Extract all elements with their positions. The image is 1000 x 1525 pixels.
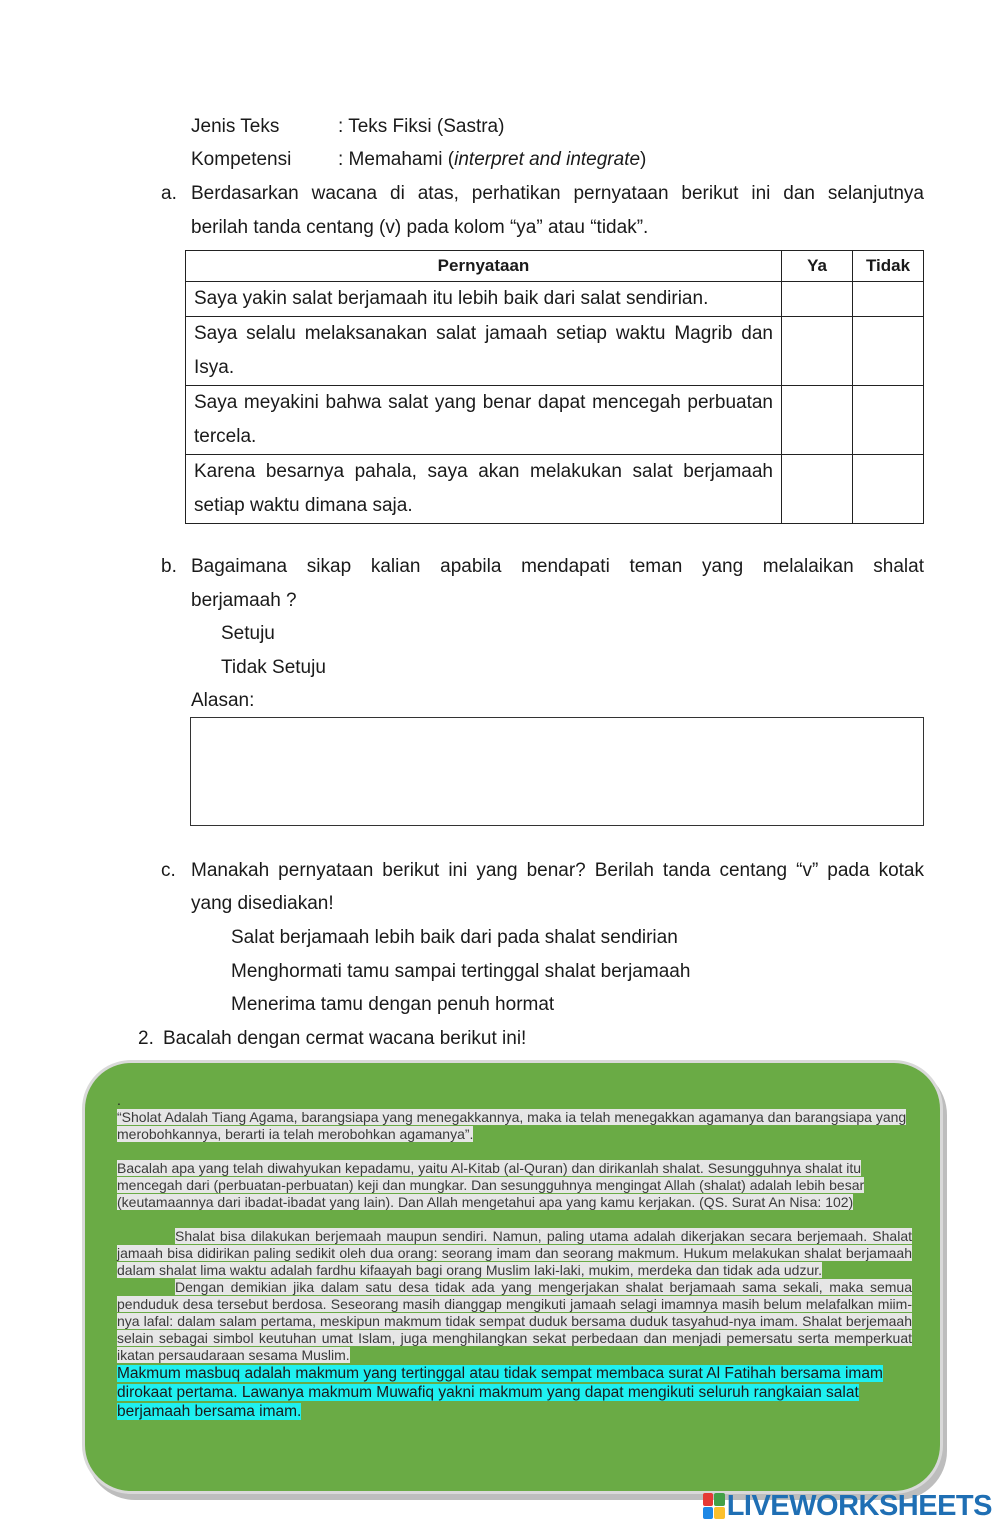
- question-2-marker: 2.: [138, 1028, 154, 1049]
- header-pernyataan: Pernyataan: [186, 251, 782, 282]
- header-ya: Ya: [782, 251, 853, 282]
- option-c-2[interactable]: Menghormati tamu sampai tertinggal shalat berjamaah: [231, 961, 691, 982]
- reason-label: Alasan:: [191, 690, 255, 711]
- liveworksheets-mark-icon: [703, 1493, 725, 1519]
- question-b-marker: b.: [161, 556, 177, 577]
- ya-checkbox-3[interactable]: [782, 386, 853, 455]
- tidak-checkbox-1[interactable]: [853, 282, 924, 317]
- question-2-text: Bacalah dengan cermat wacana berikut ini!: [163, 1028, 527, 1049]
- tidak-checkbox-3[interactable]: [853, 386, 924, 455]
- statement-table: [185, 250, 924, 524]
- question-a-marker: a.: [161, 183, 177, 204]
- question-a-line1: Berdasarkan wacana di atas, perhatikan pernyataan berikut ini dan selanjutnya: [191, 183, 924, 204]
- passage-dot: .: [117, 1092, 121, 1108]
- table-row: [186, 455, 924, 524]
- tidak-checkbox-4[interactable]: [853, 455, 924, 524]
- passage-paragraph-3: Makmum masbuq adalah makmum yang tertinggal atau tidak sempat membaca surat Al Fatihah bersama imam dirokaat pertama. Lawanya makmum Muwafiq yakni makmum yang dapat mengikuti seluruh rangkaian salat berjamaah bersama imam.: [117, 1365, 883, 1420]
- reason-text-box[interactable]: [190, 717, 924, 826]
- option-setuju[interactable]: Setuju: [221, 623, 275, 644]
- liveworksheets-logo: [703, 1490, 992, 1522]
- question-c-line2: yang disediakan!: [191, 893, 334, 914]
- passage-verse: Bacalah apa yang telah diwahyukan kepadamu, yaitu Al-Kitab (al-Quran) dan dirikanlah shalat. Sesungguhnya shalat itu mencegah dari (perbuatan-perbuatan) keji dan mungkar. Dan sesungguhnya mengingat Allah (shalat) adalah lebih besar (keutamaannya dari ibadat-ibadat yang lain). Dan Allah mengetahui apa yang kamu kerjakan. (QS. Surat An Nisa: 102): [117, 1160, 865, 1210]
- passage-paragraph-1: Shalat bisa dilakukan berjemaah maupun sendiri. Namun, paling utama adalah dikerjakan secara berjemaah. Shalat jamaah bisa didirikan paling sedikit oleh dua orang: seorang imam dan seorang makmum. Hukum melakukan shalat berjamaah dalam shalat lima waktu adalah fardhu kifaayah bagi orang Muslim laki-laki, mukim, merdeka dan tidak ada udzur.: [117, 1228, 912, 1278]
- ya-checkbox-1[interactable]: [782, 282, 853, 317]
- ya-checkbox-4[interactable]: [782, 455, 853, 524]
- passage-text: [117, 1092, 912, 1421]
- kompetensi-value: : Memahami (interpret and integrate): [338, 149, 647, 170]
- ya-checkbox-2[interactable]: [782, 317, 853, 386]
- option-c-1[interactable]: Salat berjamaah lebih baik dari pada shalat sendirian: [231, 927, 678, 948]
- jenis-teks-value: : Teks Fiksi (Sastra): [338, 116, 505, 137]
- statement-text: Saya selalu melaksanakan salat jamaah setiap waktu Magrib dan Isya.: [186, 317, 782, 386]
- statement-text: Saya yakin salat berjamaah itu lebih baik dari salat sendirian.: [186, 282, 782, 317]
- table-row: [186, 282, 924, 317]
- option-tidak-setuju[interactable]: Tidak Setuju: [221, 657, 326, 678]
- table-row: [186, 386, 924, 455]
- statement-text: Saya meyakini bahwa salat yang benar dapat mencegah perbuatan tercela.: [186, 386, 782, 455]
- question-a-line2: berilah tanda centang (v) pada kolom “ya” atau “tidak”.: [191, 217, 649, 238]
- table-row: [186, 317, 924, 386]
- question-b-line2: berjamaah ?: [191, 590, 297, 611]
- liveworksheets-wordmark: LIVEWORKSHEETS: [726, 1489, 992, 1522]
- kompetensi-label: Kompetensi: [191, 149, 292, 170]
- tidak-checkbox-2[interactable]: [853, 317, 924, 386]
- statement-text: Karena besarnya pahala, saya akan melakukan salat berjamaah setiap waktu dimana saja.: [186, 455, 782, 524]
- passage-quote: “Sholat Adalah Tiang Agama, barangsiapa yang menegakkannya, maka ia telah menegakkan agamanya dan barangsiapa yang merobohkannya, berarti ia telah merobohkan agamanya”.: [117, 1109, 907, 1142]
- passage-paragraph-2: Dengan demikian jika dalam satu desa tidak ada yang mengerjakan shalat berjamaah sama sekali, maka semua penduduk desa tersebut berdosa. Seseorang masih dianggap mengikuti jamaah selagi imamnya masih belum melafalkan miim-nya lafal: dalam salam pertama, meskipun makmum tidak sempat duduk bersama duduk tasyahud-nya imam. Shalat berjemaah selain sebagai simbol keutuhan umat Islam, juga menghilangkan sekat perbedaan dan menjadi pemersatu serta memperkuat ikatan persaudaraan sesama Muslim.: [117, 1279, 912, 1363]
- jenis-teks-label: Jenis Teks: [191, 116, 280, 137]
- question-c-line1: Manakah pernyataan berikut ini yang benar? Berilah tanda centang “v” pada kotak: [191, 860, 924, 881]
- table-header-row: [186, 251, 924, 282]
- question-b-line1: Bagaimana sikap kalian apabila mendapati teman yang melalaikan shalat: [191, 556, 924, 577]
- option-c-3[interactable]: Menerima tamu dengan penuh hormat: [231, 994, 555, 1015]
- header-tidak: Tidak: [853, 251, 924, 282]
- question-c-marker: c.: [161, 860, 176, 881]
